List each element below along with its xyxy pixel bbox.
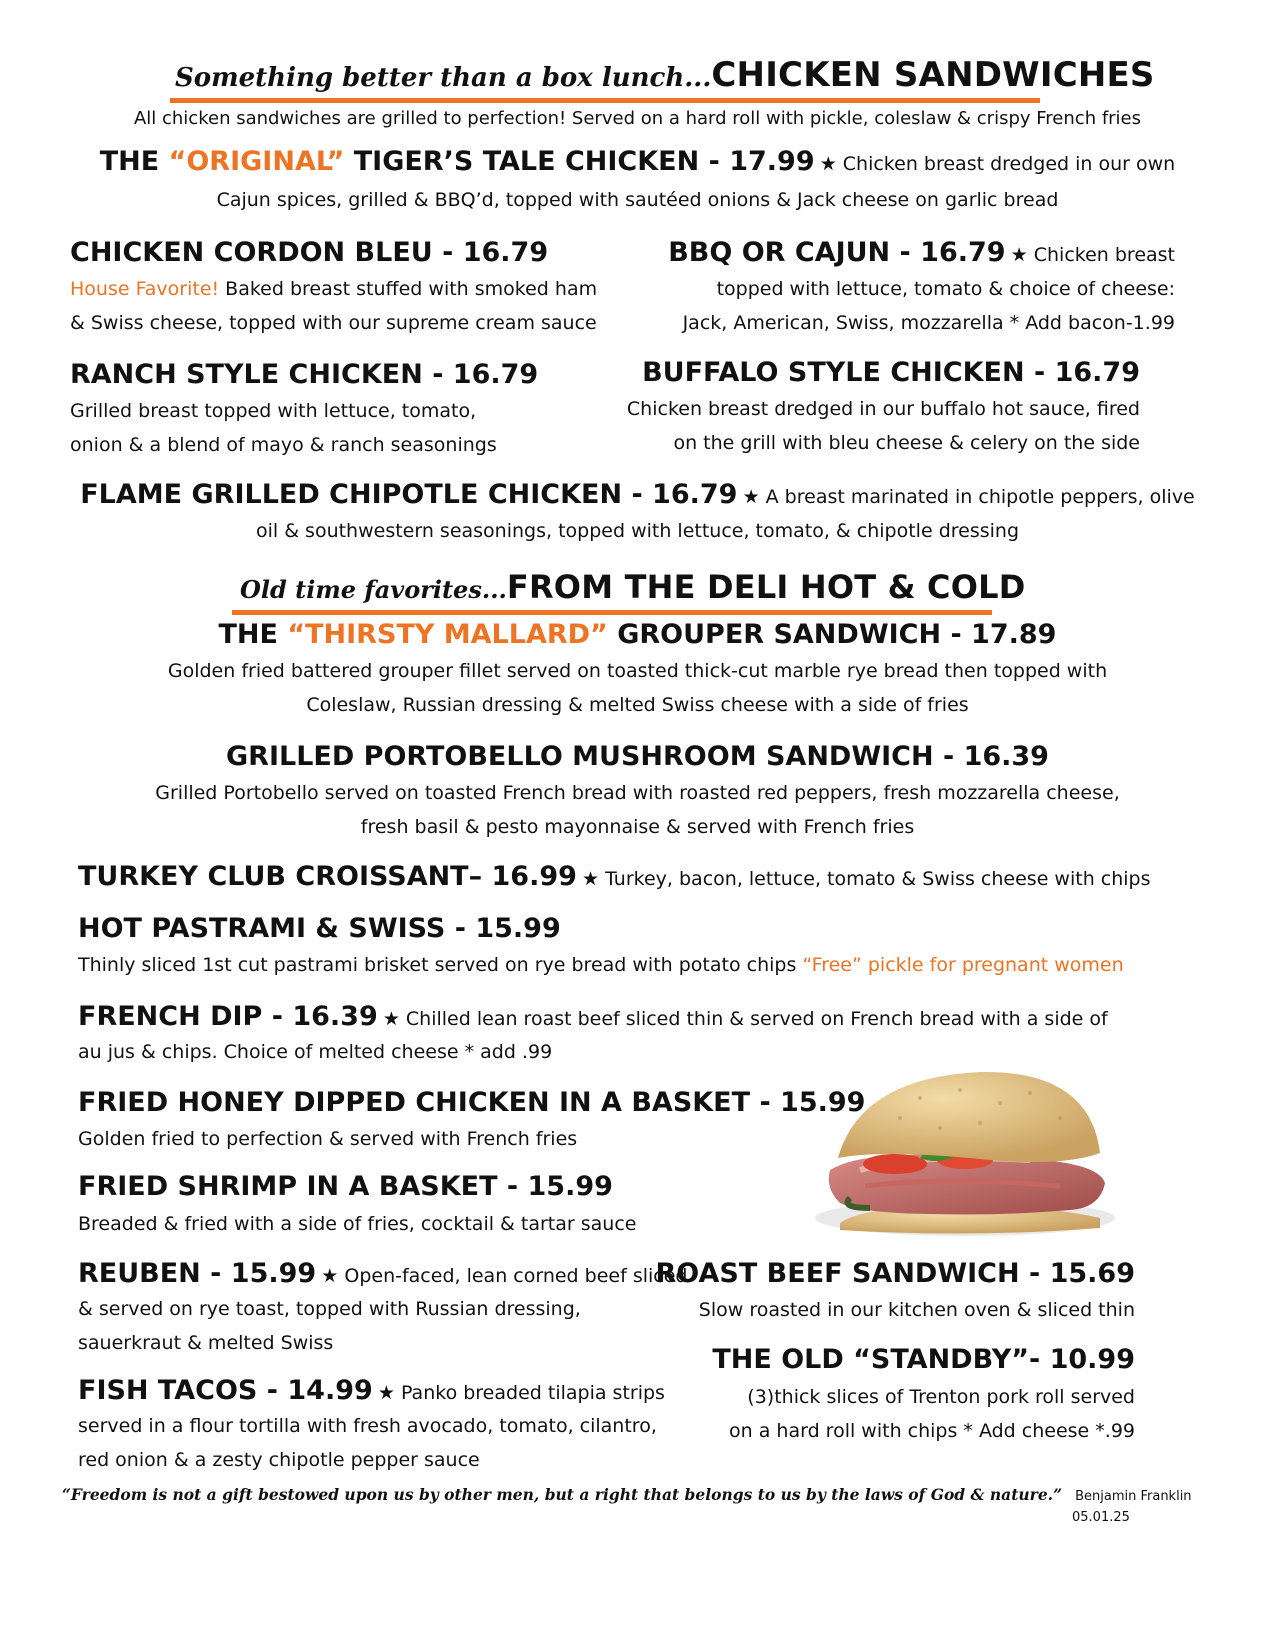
item-title-buffalo: BUFFALO STYLE CHICKEN - 16.79 (642, 357, 1140, 388)
section-header-deli (240, 568, 1026, 612)
item-description: ★ Turkey, bacon, lettuce, tomato & Swiss cheese with chips (582, 868, 1151, 890)
item-description-line: served in a flour tortilla with fresh avocado, tomato, cilantro, (78, 1415, 657, 1437)
item-title-old-standby: THE OLD “STANDBY”- 10.99 (712, 1344, 1135, 1375)
item-description: ★ Panko breaded tilapia strips (377, 1382, 665, 1404)
item-title-honey-chicken: FRIED HONEY DIPPED CHICKEN IN A BASKET - 15.99 (78, 1087, 866, 1118)
item-description-line: fresh basil & pesto mayonnaise & served with French fries (360, 816, 915, 838)
item-description-line: Baked breast stuffed with smoked ham (219, 278, 598, 300)
sandwich-photo (800, 1058, 1118, 1238)
item-description-line: Jack, American, Swiss, mozzarella * Add bacon-1.99 (682, 312, 1175, 334)
item-description: ★ Chicken breast dredged in our own (819, 153, 1176, 175)
item-description: ★ Chilled lean roast beef sliced thin & served on French bread with a side of (382, 1008, 1108, 1030)
menu-item-reuben (78, 1257, 687, 1291)
item-description-line: on the grill with bleu cheese & celery on the side (673, 432, 1140, 454)
section-header-chicken (175, 55, 1155, 100)
item-title-reuben: REUBEN - 15.99 (78, 1258, 317, 1289)
section-title: CHICKEN SANDWICHES (711, 55, 1155, 95)
section-divider (170, 98, 1040, 103)
menu-item-french-dip (78, 1000, 1108, 1034)
item-title: TIGER’S TALE CHICKEN - 17.99 (344, 146, 815, 177)
menu-item-fish-tacos (78, 1374, 665, 1408)
item-description: ★ Open-faced, lean corned beef sliced (321, 1265, 688, 1287)
item-title-turkey-club: TURKEY CLUB CROISSANT– 16.99 (78, 861, 577, 892)
item-title-fried-shrimp: FRIED SHRIMP IN A BASKET - 15.99 (78, 1171, 613, 1202)
menu-item-turkey-club (78, 860, 1151, 894)
item-description-line: topped with lettuce, tomato & choice of cheese: (716, 278, 1175, 300)
item-title: GROUPER SANDWICH - 17.89 (607, 619, 1057, 650)
item-title-pre: THE (218, 619, 288, 650)
item-title-pre: THE (99, 146, 169, 177)
item-description: ★ Chicken breast (1010, 244, 1175, 266)
item-description-line: Chicken breast dredged in our buffalo hot sauce, fired (626, 398, 1140, 420)
item-description-cordon-bleu (70, 272, 597, 307)
item-description-line: Grilled Portobello served on toasted French bread with roasted red peppers, fresh mozzarella cheese, (155, 782, 1120, 804)
item-description-line: Grilled breast topped with lettuce, tomato, (70, 400, 477, 422)
item-description-line: & served on rye toast, topped with Russian dressing, (78, 1298, 581, 1320)
item-title-pastrami: HOT PASTRAMI & SWISS - 15.99 (78, 913, 561, 944)
item-description-line: (3)thick slices of Trenton pork roll served (747, 1386, 1135, 1408)
section-title: FROM THE DELI HOT & COLD (506, 568, 1026, 606)
item-title-cordon-bleu: CHICKEN CORDON BLEU - 16.79 (70, 237, 549, 268)
item-title-portobello: GRILLED PORTOBELLO MUSHROOM SANDWICH - 16.39 (226, 741, 1049, 772)
item-description-line: Breaded & fried with a side of fries, cocktail & tartar sauce (78, 1213, 637, 1235)
item-description-line: Golden fried battered grouper fillet served on toasted thick-cut marble rye bread then topped with (167, 660, 1108, 682)
menu-item-original-tigers-tale (40, 145, 1235, 179)
item-title-highlight: “ORIGINAL” (168, 146, 345, 177)
item-title-bbq-cajun: BBQ OR CAJUN - 16.79 (668, 237, 1006, 268)
footer-quote-row (62, 1485, 1222, 1504)
section-script-title: Old time favorites... (240, 575, 507, 604)
item-title-ranch: RANCH STYLE CHICKEN - 16.79 (70, 359, 539, 390)
promo-highlight: “Free” pickle for pregnant women (802, 954, 1124, 976)
item-title-roast-beef: ROAST BEEF SANDWICH - 15.69 (655, 1258, 1135, 1289)
footer-quote: “Freedom is not a gift bestowed upon us by other men, but a right that belongs to us by the laws of God & nature.” (62, 1485, 1062, 1504)
item-title-fish-tacos: FISH TACOS - 14.99 (78, 1375, 373, 1406)
section-divider (232, 610, 992, 615)
section-subtitle: All chicken sandwiches are grilled to perfection! Served on a hard roll with pickle, coleslaw & crispy French fries (133, 108, 1142, 129)
item-description-line: Coleslaw, Russian dressing & melted Swiss cheese with a side of fries (306, 694, 969, 716)
item-description-pastrami (78, 948, 1124, 983)
footer-quote-author: Benjamin Franklin (1075, 1489, 1192, 1504)
item-description: ★ A breast marinated in chipotle peppers, olive (742, 486, 1195, 508)
item-description-line: Cajun spices, grilled & BBQ’d, topped with sautéed onions & Jack cheese on garlic bread (216, 189, 1059, 211)
item-description-line: au jus & chips. Choice of melted cheese * add .99 (78, 1041, 553, 1063)
item-description-line: & Swiss cheese, topped with our supreme cream sauce (70, 312, 597, 334)
item-description-line: oil & southwestern seasonings, topped with lettuce, tomato, & chipotle dressing (255, 520, 1020, 542)
house-favorite-badge: House Favorite! (70, 278, 220, 300)
item-description-line: onion & a blend of mayo & ranch seasonings (70, 434, 497, 456)
sandwich-image-icon (800, 1058, 1118, 1238)
item-description-line: Slow roasted in our kitchen oven & sliced thin (698, 1299, 1135, 1321)
item-title-chipotle: FLAME GRILLED CHIPOTLE CHICKEN - 16.79 (80, 479, 738, 510)
item-title-french-dip: FRENCH DIP - 16.39 (78, 1001, 378, 1032)
item-description-line: Thinly sliced 1st cut pastrami brisket served on rye bread with potato chips (78, 954, 803, 976)
item-description-line: on a hard roll with chips * Add cheese *.99 (729, 1420, 1135, 1442)
menu-item-thirsty-mallard (40, 618, 1235, 652)
menu-item-chipotle (40, 478, 1235, 512)
item-description-line: red onion & a zesty chipotle pepper sauce (78, 1449, 480, 1471)
item-description-line: Golden fried to perfection & served with French fries (78, 1128, 578, 1150)
item-description-line: sauerkraut & melted Swiss (78, 1332, 334, 1354)
menu-date: 05.01.25 (1072, 1510, 1130, 1525)
item-title-highlight: “THIRSTY MALLARD” (287, 619, 608, 650)
section-script-title: Something better than a box lunch... (175, 63, 712, 93)
menu-item-bbq-cajun (668, 236, 1175, 270)
